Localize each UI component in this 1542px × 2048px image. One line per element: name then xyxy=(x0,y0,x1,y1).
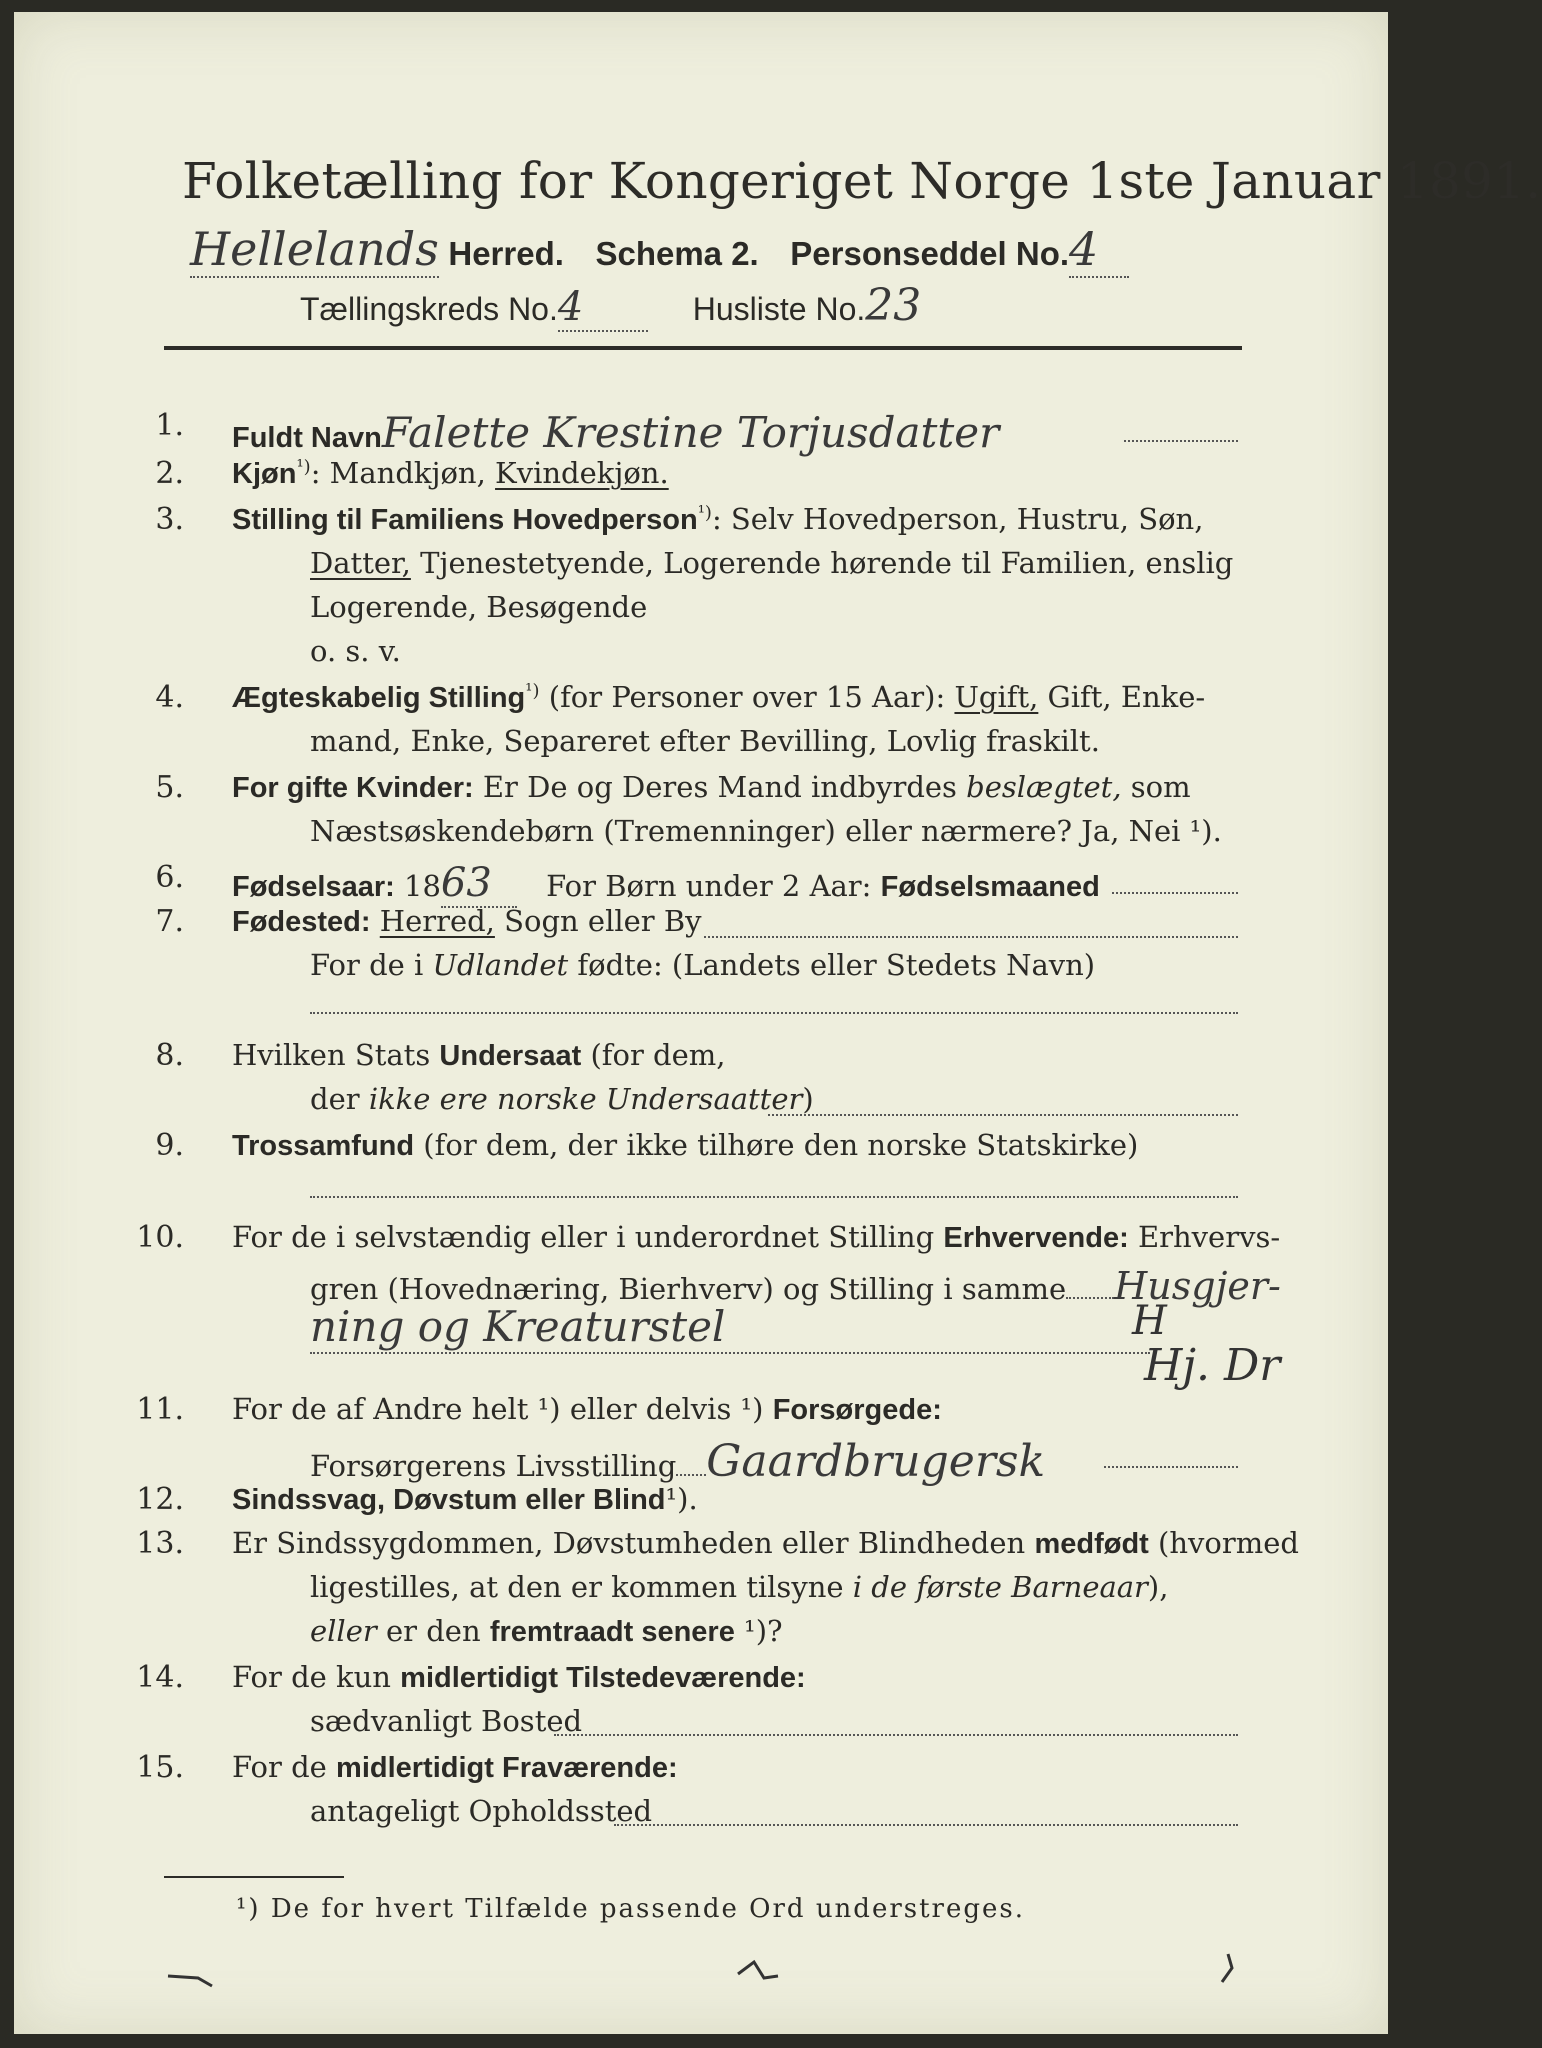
q15-line1 xyxy=(232,1750,678,1785)
q11-line1-a: For de af Andre helt ¹) eller delvis ¹) xyxy=(232,1392,773,1426)
footnote: ¹) De for hvert Tilfælde passende Ord understreges. xyxy=(236,1894,1026,1924)
personseddel-handwritten: 4 xyxy=(1069,222,1129,278)
q8-dotted-line xyxy=(768,1114,1238,1116)
q11-line2-text: Forsørgerens Livsstilling xyxy=(310,1449,677,1483)
herred-label: Herred. xyxy=(448,235,564,272)
q5-line2: Næstsøskendebørn (Tremenninger) eller nærmere? Ja, Nei ¹). xyxy=(310,814,1222,848)
q2-label: Kjøn xyxy=(232,458,297,490)
q5-line1 xyxy=(232,770,1191,805)
q8-number: 8. xyxy=(155,1038,184,1073)
q11-number: 11. xyxy=(136,1392,184,1427)
q14-number: 14. xyxy=(136,1660,184,1695)
q11-line2 xyxy=(310,1436,1045,1487)
footnote-rule xyxy=(164,1876,344,1878)
q3-number: 3. xyxy=(155,502,184,537)
q10-line2-text: gren (Hovednæring, Bierhverv) og Stilling i samme xyxy=(310,1272,1067,1306)
q12-end: ¹). xyxy=(665,1482,698,1516)
q2-text: : Mandkjøn, xyxy=(310,456,486,490)
q6-handwritten-year: 63 xyxy=(441,860,517,908)
q4-number: 4. xyxy=(155,680,184,715)
q6-prefix: 18 xyxy=(394,869,441,903)
q6-number: 6. xyxy=(155,860,184,895)
header-rule xyxy=(164,346,1242,350)
q3-line1-rest: : Selv Hovedperson, Hustru, Søn, xyxy=(711,502,1204,536)
q2-underlined-option: Kvindekjøn. xyxy=(495,456,669,490)
q11-handwritten: Gaardbrugersk xyxy=(706,1436,1046,1487)
q1-handwritten-name: Falette Krestine Torjusdatter xyxy=(381,408,1000,457)
q13-line3-italic: eller xyxy=(310,1614,377,1648)
q13-line2-b: ), xyxy=(1147,1570,1169,1604)
q12-label: Sindssvag, Døvstum eller Blind xyxy=(232,1484,666,1516)
q6-line xyxy=(232,860,1100,908)
q8-line1-b: (for dem, xyxy=(581,1038,726,1072)
q10-line1-b: Erhvervs- xyxy=(1128,1220,1281,1254)
q8-line1-a: Hvilken Stats xyxy=(232,1038,440,1072)
q10-handwritten-2: ning og Kreaturstel xyxy=(310,1302,726,1351)
q10-line1-a: For de i selvstændig eller i underordnet Stilling xyxy=(232,1220,944,1254)
q2-line xyxy=(232,456,669,491)
margin-mark-right xyxy=(1214,1948,1244,1988)
q9-rest: (for dem, der ikke tilhøre den norske Statskirke) xyxy=(414,1128,1139,1162)
q7-underlined-option: Herred, xyxy=(379,904,495,938)
q1-line xyxy=(232,408,999,457)
q6-dotted-line xyxy=(1112,892,1238,894)
q2-footnote-ref: ¹) xyxy=(296,456,311,478)
q8-line2 xyxy=(310,1082,814,1116)
q13-line1 xyxy=(232,1526,1299,1561)
q7-number: 7. xyxy=(155,904,184,939)
kreds-label: Tællingskreds No. xyxy=(300,291,558,327)
q7-line1 xyxy=(232,904,702,939)
q13-line2-a: ligestilles, at den er kommen tilsyne xyxy=(310,1570,853,1604)
q10-line3 xyxy=(310,1302,725,1351)
margin-mark-center xyxy=(734,1952,784,1986)
q4-line1-mid: (for Personer over 15 Aar): xyxy=(539,680,955,714)
q4-label: Ægteskabelig Stilling xyxy=(232,682,526,714)
q10-number: 10. xyxy=(136,1220,184,1255)
q7-line2 xyxy=(310,948,1095,982)
q6-end: Fødselsmaaned xyxy=(880,871,1100,903)
q14-line1-a: For de kun xyxy=(232,1660,401,1694)
q4-underlined-option: Ugift, xyxy=(954,680,1039,714)
q15-line2: antageligt Opholdssted xyxy=(310,1794,653,1828)
q3-line4: o. s. v. xyxy=(310,634,401,668)
q13-line2-italic: i de første Barneaar xyxy=(852,1570,1148,1604)
q3-line3: Logerende, Besøgende xyxy=(310,590,648,624)
q10-label: Erhvervende: xyxy=(943,1222,1129,1254)
q15-number: 15. xyxy=(136,1750,184,1785)
q1-label: Fuldt Navn xyxy=(232,422,382,454)
q12-number: 12. xyxy=(136,1482,184,1517)
q8-line2-a: der xyxy=(310,1082,369,1116)
q5-number: 5. xyxy=(155,770,184,805)
q2-number: 2. xyxy=(155,456,184,491)
q8-label: Undersaat xyxy=(439,1040,582,1072)
husliste-handwritten: 23 xyxy=(865,280,922,331)
q10-dotted-line xyxy=(310,1352,1150,1354)
q13-line3 xyxy=(310,1614,783,1649)
q9-number: 9. xyxy=(155,1128,184,1163)
q3-underlined-option: Datter, xyxy=(310,546,411,580)
q5-italic-word: beslægtet, xyxy=(966,770,1122,804)
q10-line1 xyxy=(232,1220,1280,1255)
q8-line2-b: ) xyxy=(802,1082,814,1116)
q4-line2: mand, Enke, Separeret efter Bevilling, Lovlig fraskilt. xyxy=(310,724,1100,758)
q6-label: Fødselsaar: xyxy=(232,871,395,903)
q3-footnote-ref: ¹) xyxy=(697,502,712,524)
q13-line1-b: (hvormed xyxy=(1148,1526,1299,1560)
q13-label: medfødt xyxy=(1034,1528,1149,1560)
q14-line1 xyxy=(232,1660,806,1695)
herred-handwritten: Hellelands xyxy=(190,222,439,276)
q7-dotted-line-2 xyxy=(310,1012,1238,1014)
q1-number: 1. xyxy=(155,408,184,443)
q13-number: 13. xyxy=(136,1526,184,1561)
q7-label: Fødested: xyxy=(232,906,371,938)
kreds-line xyxy=(300,280,921,332)
q6-mid: For Børn under 2 Aar: xyxy=(546,869,872,903)
q5-line1-end: som xyxy=(1121,770,1191,804)
q1-dotted-line xyxy=(1124,440,1238,442)
q4-footnote-ref: ¹) xyxy=(525,680,540,702)
q7-line2-a: For de i xyxy=(310,948,433,982)
q15-label: midlertidigt Fraværende: xyxy=(336,1752,678,1784)
q8-line2-italic: ikke ere norske Undersaatter xyxy=(368,1082,803,1116)
q12-line xyxy=(232,1482,698,1517)
q11-label: Forsørgede: xyxy=(772,1394,942,1426)
q10-line2-dots xyxy=(1066,1297,1114,1299)
q7-line2-italic: Udlandet xyxy=(432,948,569,982)
q13-line1-a: Er Sindssygdommen, Døvstumheden eller Blindheden xyxy=(232,1526,1035,1560)
q7-rest: Sogn eller By xyxy=(494,904,702,938)
margin-mark-left xyxy=(164,1962,224,1992)
q11-line1 xyxy=(232,1392,942,1427)
q13-line3-b: ¹)? xyxy=(734,1614,783,1648)
q11-dotted-line xyxy=(1104,1466,1238,1468)
q5-line1-mid: Er De og Deres Mand indbyrdes xyxy=(473,770,967,804)
q14-line2: sædvanligt Bosted xyxy=(310,1704,583,1738)
form-title: Folketælling for Kongeriget Norge 1ste Januar 1891. xyxy=(182,152,1542,210)
q14-dotted-line xyxy=(554,1734,1238,1736)
q13-line3-a: er den xyxy=(376,1614,490,1648)
q13-line2 xyxy=(310,1570,1168,1604)
q10-handwritten-mark: H xyxy=(1132,1298,1167,1344)
q11-line2-dots xyxy=(676,1474,706,1476)
q4-line1 xyxy=(232,680,1205,715)
kreds-handwritten: 4 xyxy=(558,284,648,332)
q3-label: Stilling til Familiens Hovedperson xyxy=(232,504,698,536)
husliste-label: Husliste No. xyxy=(692,291,866,327)
q9-dotted-line xyxy=(310,1196,1238,1198)
schema-label: Schema 2. xyxy=(595,235,759,272)
census-form-sheet xyxy=(14,12,1542,2034)
q10-handwritten-1: Husgjer- xyxy=(1114,1264,1281,1308)
q13-line3-bold: fremtraadt senere xyxy=(489,1616,735,1648)
herred-line xyxy=(190,222,1129,278)
q3-line2-rest: Tjenestetyende, Logerende hørende til Familien, enslig xyxy=(420,546,1234,580)
q14-label: midlertidigt Tilstedeværende: xyxy=(400,1662,806,1694)
q15-dotted-line xyxy=(614,1824,1238,1826)
q3-line1 xyxy=(232,502,1203,537)
q5-label: For gifte Kvinder: xyxy=(232,772,474,804)
personseddel-label: Personseddel No. xyxy=(790,235,1070,272)
q9-line xyxy=(232,1128,1138,1163)
q10-violet-annotation: Hj. Dr xyxy=(1144,1340,1281,1391)
q7-dotted-line xyxy=(704,936,1238,938)
q3-line2 xyxy=(310,546,1233,580)
q8-line1 xyxy=(232,1038,726,1073)
q15-line1-a: For de xyxy=(232,1750,337,1784)
q9-label: Trossamfund xyxy=(232,1130,415,1162)
q7-line2-b: fødte: (Landets eller Stedets Navn) xyxy=(568,948,1096,982)
q4-line1-end: Gift, Enke- xyxy=(1038,680,1206,714)
